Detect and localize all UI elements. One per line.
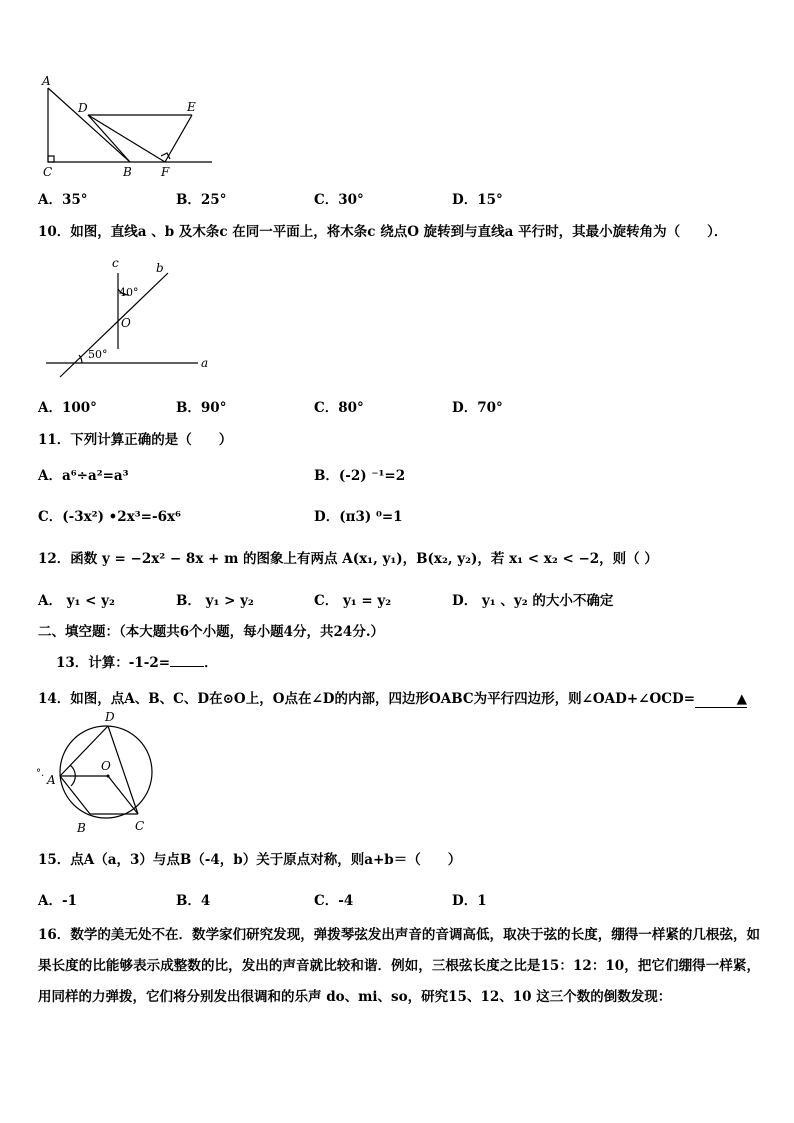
q10-option-c: C．80° (314, 400, 364, 416)
q9-option-a: A．35° (38, 192, 88, 208)
q11-option-b: B．(-2) ⁻¹=2 (314, 468, 406, 484)
q10-label-a: a (201, 356, 209, 370)
q14-label-d: D (105, 710, 115, 724)
q10-label-o: O (121, 316, 131, 330)
q14-label-b: B (77, 821, 86, 835)
q15-option-b: B．4 (176, 893, 211, 909)
q11-option-a: A．a⁶÷a²=a³ (38, 468, 129, 484)
q14-label-c: C (135, 819, 145, 833)
q12-option-d: D． y₁ 、y₂ 的大小不确定 (452, 593, 614, 609)
q9-label-f: F (161, 165, 170, 179)
q9-label-a: A (42, 74, 51, 88)
q9-option-d: D．15° (452, 192, 503, 208)
q14-figure (34, 706, 174, 838)
q13-prefix: 13．计算：-1-2= (56, 655, 171, 671)
q13-answer-blank (170, 666, 204, 667)
q9-option-b: B．25° (176, 192, 227, 208)
q12-option-b: B． y₁ > y₂ (176, 593, 254, 609)
q10-angle-40: 40° (119, 286, 139, 299)
q14-answer-blank: ▲ (695, 691, 747, 708)
q12-option-a: A． y₁ < y₂ (38, 593, 115, 609)
q11-option-c: C．(-3x²) •2x³=-6x⁶ (38, 509, 181, 525)
q9-label-b: B (123, 165, 132, 179)
q15-option-d: D．1 (452, 893, 487, 909)
q14-line (38, 687, 747, 708)
q12-stem: 12．函数 y = −2x² − 8x + m 的图象上有两点 A(x₁, y₁)，B(x₂, y₂)，若 x₁ < x₂ < −2，则（ ） (38, 551, 658, 567)
q16-paragraph: 16．数学的美无处不在．数学家们研究发现，弹拨琴弦发出声音的音调高低，取决于弦的长度，绷得一样紧的几根弦，如果长度的比能够表示成整数的比，发出的声音就比较和谐．例如，三根弦长度之比是15：12：10，把它们绷得一样紧，用同样的力弹拨，它们将分别发出很调和的乐声 do、mi、so，研究15、12、10 这三个数的倒数发现： (38, 927, 760, 1005)
q10-label-b: b (156, 261, 164, 275)
q9-label-c: C (43, 165, 53, 179)
q10-stem: 10．如图，直线a 、b 及木条c 在同一平面上，将木条c 绕点O 旋转到与直线a 平行时，其最小旋转角为（ ）． (38, 224, 728, 240)
q14-label-o: O (101, 759, 111, 773)
q15-option-a: A．-1 (38, 893, 77, 909)
q15-stem: 15．点A（a，3）与点B（-4，b）关于原点对称，则a+b＝（ ） (38, 852, 462, 868)
q9-label-d: D (78, 101, 88, 115)
q10-figure (38, 255, 228, 380)
q10-label-c: c (112, 256, 119, 270)
q11-option-d: D．(π3) ⁰=1 (314, 509, 403, 525)
q10-option-a: A．100° (38, 400, 97, 416)
q10-option-b: B．90° (176, 400, 227, 416)
q9-option-c: C．30° (314, 192, 364, 208)
q14-stem: 14．如图，点A、B、C、D在⊙O上，O点在∠D的内部，四边形OABC为平行四边形，则∠OAD+∠OCD= (38, 691, 696, 707)
q15-option-c: C．-4 (314, 893, 354, 909)
q11-stem: 11．下列计算正确的是（ ） (38, 432, 233, 448)
q12-option-c: C． y₁ = y₂ (314, 593, 392, 609)
q14-dot-mark: °. (36, 768, 45, 779)
q9-label-e: E (187, 100, 196, 114)
q14-center-point (107, 775, 110, 778)
section-2-title: 二、填空题：（本大题共6个小题，每小题4分，共24分.） (38, 624, 385, 640)
q13-line (56, 651, 218, 671)
q13-suffix: ． (204, 655, 218, 671)
q14-label-a: A (47, 773, 56, 787)
q10-angle-50: 50° (88, 348, 108, 361)
q9-figure (30, 72, 220, 182)
q10-option-d: D．70° (452, 400, 503, 416)
